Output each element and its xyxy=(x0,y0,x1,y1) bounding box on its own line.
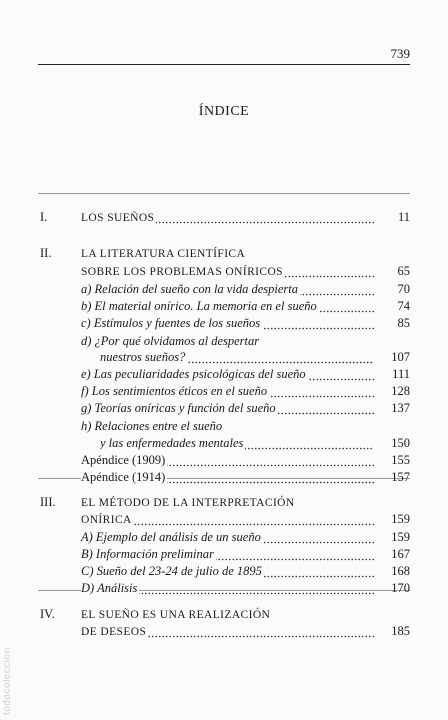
toc-entry-page: 11 xyxy=(397,210,410,224)
toc-entry-number: IV. xyxy=(40,607,55,621)
toc-entry xyxy=(0,367,448,383)
toc-entry-page: 170 xyxy=(391,581,410,595)
toc-entry-leader xyxy=(81,401,374,416)
toc-entry xyxy=(0,547,448,563)
toc-entry-leader xyxy=(81,210,374,225)
toc-entry-page: 85 xyxy=(397,316,410,330)
toc-entry xyxy=(0,401,448,417)
toc-entry-label: g) Teorías oníricas y función del sueño xyxy=(81,401,276,415)
toc-entry xyxy=(0,470,448,486)
toc-entry-page: 111 xyxy=(392,367,410,381)
toc-entry-label: c) Estímulos y fuentes de los sueños xyxy=(81,316,261,330)
toc-entry-leader xyxy=(81,264,374,279)
toc-entry-leader xyxy=(81,282,374,297)
toc-entry-page: 150 xyxy=(391,436,410,450)
toc-entry xyxy=(0,264,448,280)
toc-entry-label: D) Análisis xyxy=(81,581,138,595)
toc-entry-leader xyxy=(81,495,374,510)
toc-entry-label: f) Los sentimientos éticos en el sueño xyxy=(81,384,268,398)
toc-entry-leader xyxy=(81,581,374,596)
index-title: ÍNDICE xyxy=(198,104,250,119)
toc-entry-label: C) Sueño del 23-24 de julio de 1895 xyxy=(81,564,262,578)
toc-entry-label: LA LITERATURA CIENTÍFICA xyxy=(81,248,246,260)
toc-entry xyxy=(0,299,448,315)
toc-entry xyxy=(0,282,448,298)
toc-entry xyxy=(0,624,448,640)
toc-entry xyxy=(0,564,448,580)
toc-entry-label: EL MÉTODO DE LA INTERPRETACIÓN xyxy=(81,497,295,509)
toc-entry-label: d) ¿Por qué olvidamos al despertar xyxy=(81,334,260,348)
toc-entry-page: 155 xyxy=(391,453,410,467)
toc-entry-page: 168 xyxy=(391,564,410,578)
toc-entry xyxy=(0,495,448,511)
toc-entry-label: EL SUEÑO ES UNA REALIZACIÓN xyxy=(81,609,271,621)
toc-entry-label: e) Las peculiaridades psicológicas del sueño xyxy=(81,367,306,381)
toc-entry xyxy=(0,350,448,366)
toc-entry-leader xyxy=(100,350,374,365)
toc-entry-page: 159 xyxy=(391,512,410,526)
toc-entry-page: 74 xyxy=(397,299,410,313)
toc-entry-page: 157 xyxy=(391,470,410,484)
toc-entry-page: 185 xyxy=(391,624,410,638)
page-number: 739 xyxy=(390,46,410,61)
toc-entry-page: 137 xyxy=(391,401,410,415)
toc-entry-number: II. xyxy=(40,246,52,260)
toc-entry-page: 70 xyxy=(397,282,410,296)
toc-entry-label: y las enfermedades mentales xyxy=(100,436,244,450)
toc-entry-leader xyxy=(100,436,374,451)
toc-entry-label: nuestros sueños? xyxy=(100,350,186,364)
toc-entry-leader xyxy=(81,246,374,261)
toc-entry-leader xyxy=(81,316,374,331)
toc-entry-label: Apéndice (1914) xyxy=(81,470,166,484)
toc-entry xyxy=(0,512,448,528)
toc-entry-label: b) El material onírico. La memoria en el sueño xyxy=(81,299,317,313)
watermark: todocoleccion xyxy=(2,647,13,715)
toc-entry-leader xyxy=(81,512,374,527)
section-divider xyxy=(38,193,410,194)
toc-entry xyxy=(0,246,448,262)
toc-entry xyxy=(0,210,448,226)
toc-entry-leader xyxy=(81,530,374,545)
toc-entry-page: 159 xyxy=(391,530,410,544)
toc-entry xyxy=(0,530,448,546)
toc-entry-label: B) Información preliminar xyxy=(81,547,214,561)
toc-entry-label: a) Relación del sueño con la vida despierta xyxy=(81,282,298,296)
toc-entry-leader xyxy=(81,607,374,622)
toc-entry-leader xyxy=(81,453,374,468)
toc-entry-number: I. xyxy=(40,210,48,224)
toc-entry-page: 128 xyxy=(391,384,410,398)
toc-entry-leader xyxy=(81,547,374,562)
toc-entry-label: Apéndice (1909) xyxy=(81,453,166,467)
toc-entry xyxy=(0,453,448,469)
toc-entry xyxy=(0,581,448,597)
toc-entry-leader xyxy=(81,419,374,434)
toc-entry-label: SOBRE LOS PROBLEMAS ONÍRICOS xyxy=(81,266,283,278)
toc-entry xyxy=(0,334,448,350)
toc-entry-leader xyxy=(81,564,374,579)
toc-entry-label: h) Relaciones entre el sueño xyxy=(81,419,223,433)
toc-entry-leader xyxy=(81,384,374,399)
toc-entry xyxy=(0,419,448,435)
toc-entry-leader xyxy=(81,470,374,485)
toc-entry-leader xyxy=(81,334,374,349)
toc-entry-label: ONÍRICA xyxy=(81,514,132,526)
toc-entry-page: 107 xyxy=(391,350,410,364)
toc-entry xyxy=(0,607,448,623)
toc-entry-label: A) Ejemplo del análisis de un sueño xyxy=(81,530,261,544)
toc-entry-leader xyxy=(81,299,374,314)
toc-entry-leader xyxy=(81,367,374,382)
header-rule xyxy=(38,64,410,65)
toc-entry-page: 65 xyxy=(397,264,410,278)
toc-entry-label: LOS SUEÑOS xyxy=(81,212,155,224)
toc-entry-label: DE DESEOS xyxy=(81,626,147,638)
toc-entry xyxy=(0,436,448,452)
toc-entry-leader xyxy=(81,624,374,639)
toc-entry-page: 167 xyxy=(391,547,410,561)
toc-entry xyxy=(0,384,448,400)
toc-entry-number: III. xyxy=(40,495,56,509)
toc-entry xyxy=(0,316,448,332)
